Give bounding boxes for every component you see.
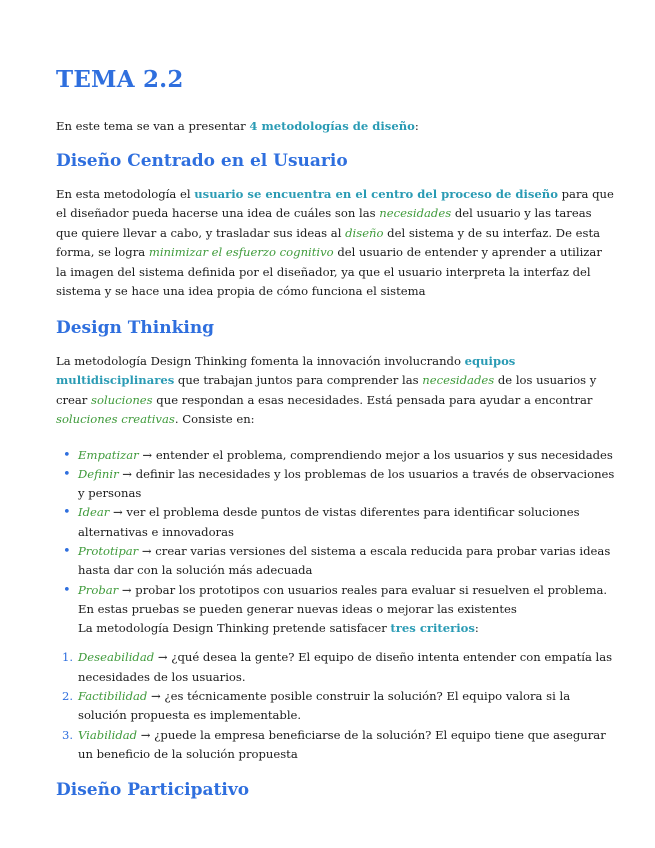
list-item xyxy=(56,581,615,620)
step-text: → crear varias versiones del sistema a escala reducida para probar varias ideas hasta dar con la solución más adecuada xyxy=(78,543,611,578)
step-term: Definir xyxy=(78,466,119,481)
step-text: → ver el problema desde puntos de vistas diferentes para identificar soluciones alternativas e innovadoras xyxy=(78,505,580,539)
dcu-text-2: para que el diseñador pueda hacerse una idea de cuáles son las xyxy=(56,186,614,220)
dt-text-1: La metodología Design Thinking fomenta la innovación involucrando xyxy=(56,353,465,368)
list-item xyxy=(56,726,615,765)
dt-text-2: que trabajan juntos para comprender las xyxy=(174,373,423,387)
dcu-term-diseno: diseño xyxy=(345,225,384,240)
dcu-term-esfuerzo: minimizar el esfuerzo cognitivo xyxy=(148,245,334,259)
dcu-text-4: del sistema y de su interfaz. De esta forma, se logra xyxy=(56,225,601,259)
criteria-term: Deseabilidad xyxy=(78,650,155,665)
dcu-text-3: del usuario y las tareas que quiere llevar a cabo, y trasladar sus ideas al xyxy=(56,206,592,240)
list-number: 2. xyxy=(62,689,74,704)
intro-highlight: 4 metodologías de diseño xyxy=(249,119,415,133)
list-item xyxy=(56,503,615,542)
criteria-list xyxy=(56,648,615,764)
dt-steps-list xyxy=(56,446,615,620)
page-title: TEMA 2.2 xyxy=(56,66,184,93)
list-item xyxy=(56,687,615,726)
dt-paragraph xyxy=(56,352,615,430)
step-text: → definir las necesidades y los problemas de los usuarios a través de observaciones y personas xyxy=(78,466,615,501)
criteria-text: → ¿puede la empresa beneficiarse de la solución? El equipo tiene que asegurar un beneficio de la solución propuesta xyxy=(78,727,606,761)
intro-text: En este tema se van a presentar xyxy=(56,119,250,133)
step-term: Idear xyxy=(78,505,110,520)
intro-text-end: : xyxy=(414,119,419,133)
section-heading-dt: Design Thinking xyxy=(56,317,215,338)
criteria-text: → ¿es técnicamente posible construir la solución? El equipo valora si la solución propuesta es implementable. xyxy=(78,689,571,723)
dcu-text-5: del usuario de entender y aprender a utilizar la imagen del sistema definida por el diseñador, ya que el usuario interpreta la interfaz del sistema y se hace una idea propia de cómo funciona el sistema xyxy=(56,245,602,298)
criteria-intro-end: : xyxy=(474,621,479,636)
step-term: Empatizar xyxy=(78,447,139,462)
section-heading-dp: Diseño Participativo xyxy=(56,780,250,801)
list-item xyxy=(56,542,615,581)
dcu-text-1: En esta metodología el xyxy=(56,186,195,201)
dcu-paragraph xyxy=(56,185,615,302)
criteria-text: → ¿qué desea la gente? El equipo de diseño intenta entender con empatía las necesidades de los usuarios. xyxy=(78,650,613,684)
step-text: → entender el problema, comprendiendo mejor a los usuarios y sus necesidades xyxy=(138,447,613,462)
step-text: → probar los prototipos con usuarios reales para evaluar si resuelven el problema. En estas pruebas se pueden generar nuevas ideas o mejorar las existentes xyxy=(78,582,608,616)
dt-text-5: . Consiste en: xyxy=(174,412,255,426)
dcu-term-necesidades: necesidades xyxy=(379,206,452,220)
step-term: Prototipar xyxy=(78,543,139,558)
list-item xyxy=(56,465,615,504)
step-term: Probar xyxy=(78,582,119,597)
list-item xyxy=(56,446,615,465)
intro-paragraph xyxy=(56,117,615,137)
dt-term-soluciones-creativas: soluciones creativas xyxy=(56,412,175,426)
criteria-intro xyxy=(56,619,615,638)
dt-term-soluciones: soluciones xyxy=(91,392,153,407)
list-number: 3. xyxy=(62,727,74,742)
section-heading-dcu: Diseño Centrado en el Usuario xyxy=(56,150,348,171)
dt-text-3: de los usuarios y crear xyxy=(56,373,597,407)
criteria-term: Factibilidad xyxy=(78,689,148,704)
list-item xyxy=(56,648,615,687)
dcu-highlight: usuario se encuentra en el centro del proceso de diseño xyxy=(194,186,558,201)
list-number: 1. xyxy=(62,650,74,665)
dt-highlight: equipos multidisciplinares xyxy=(56,353,516,387)
criteria-highlight: tres criterios xyxy=(390,621,475,636)
criteria-term: Viabilidad xyxy=(78,727,138,742)
dt-term-necesidades: necesidades xyxy=(422,373,495,387)
criteria-intro-text: La metodología Design Thinking pretende satisfacer xyxy=(78,621,391,636)
dt-text-4: que respondan a esas necesidades. Está pensada para ayudar a encontrar xyxy=(152,392,593,407)
